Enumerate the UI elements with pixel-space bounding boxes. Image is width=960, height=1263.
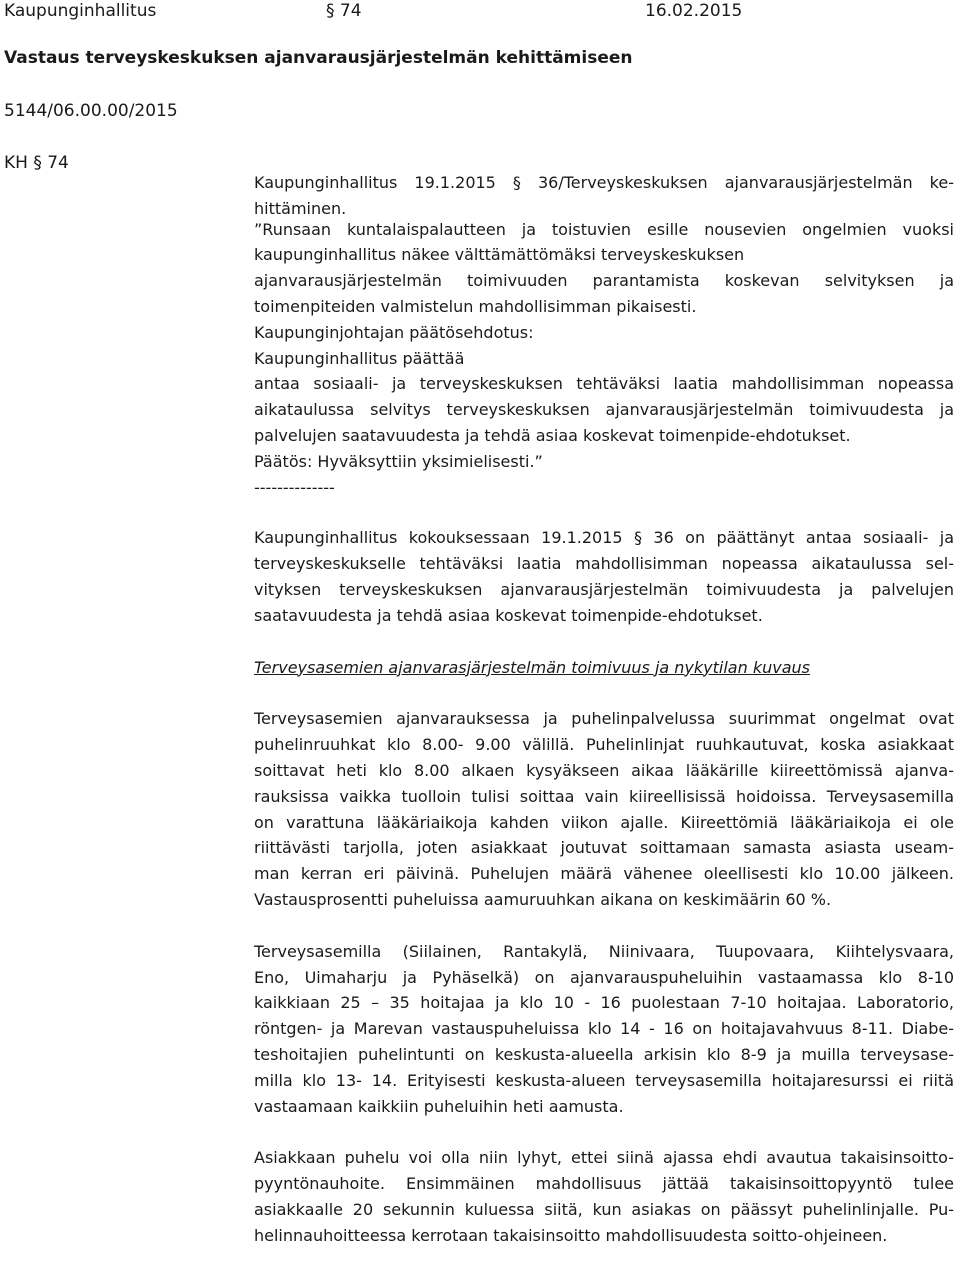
quote-paragraph — [254, 217, 954, 501]
text-line: puhelinruuhkat klo 8.00- 9.00 välillä. Puhelinlinjat ruuhkautuvat, koska asiakkaat — [254, 735, 954, 755]
text-line: teshoitajien puhelintunti on keskusta-alueella arkisin klo 8-9 ja muilla terveysase- — [254, 1044, 954, 1064]
proposal-subject: Kaupunginhallitus päättää — [254, 348, 465, 368]
text-line: vastaamaan kaikkiin puheluihin heti aamusta. — [254, 1096, 624, 1116]
text-line: ”Runsaan kuntalaispalautteen ja toistuvien esille nousevien ongelmien vuoksi — [254, 219, 954, 239]
text-line: antaa sosiaali- ja terveyskeskuksen tehtäväksi laatia mahdollisimman nopeassa — [254, 374, 954, 394]
header-date: 16.02.2015 — [645, 1, 743, 21]
header-section-number: § 74 — [326, 1, 362, 21]
text-line: rauksissa vaikka tuolloin tulisi soittaa vain kiireellisissä hoidoissa. Terveysasemilla — [254, 786, 954, 806]
text-line: aikataulussa selvitys terveyskeskuksen ajanvarausjärjestelmän toimivuudesta ja — [254, 400, 954, 420]
text-line: Asiakkaan puhelu voi olla niin lyhyt, ettei siinä ajassa ehdi avautua takaisinsoitto- — [254, 1148, 954, 1168]
paragraph-callback — [254, 1145, 954, 1248]
kh-section-label: KH § 74 — [4, 153, 69, 173]
text-line: Terveysasemilla (Siilainen, Rantakylä, Niinivaara, Tuupovaara, Kiihtelysvaara, — [254, 941, 954, 961]
text-line: on varattuna lääkäriaikoja kahden viikon ajalle. Kiireettömiä lääkäriaikoja ei ole — [254, 812, 954, 832]
text-line: milla klo 13- 14. Erityisesti keskusta-alueen terveysasemilla hoitajaresurssi ei riitä — [254, 1070, 954, 1090]
spacer — [254, 680, 954, 706]
spacer — [254, 913, 954, 939]
text-line: röntgen- ja Marevan vastauspuheluissa klo 14 - 16 on hoitajavahvuus 8-11. Diabe- — [254, 1019, 954, 1039]
text-line: Terveysasemien ajanvarauksessa ja puhelinpalvelussa suurimmat ongelmat ovat — [254, 709, 954, 729]
header-organization: Kaupunginhallitus — [4, 1, 157, 21]
text-line: Kaupunginhallitus kokouksessaan 19.1.2015 § 36 on päättänyt antaa sosiaali- ja — [254, 528, 954, 548]
text-line: kaikkiaan 25 – 35 hoitajaa ja klo 10 - 16 puolestaan 7-10 hoitajaa. Laboratorio, — [254, 993, 954, 1013]
text-line: saatavuudesta ja tehdä asiaa koskevat toimenpide-ehdotukset. — [254, 605, 763, 625]
text-line: ajanvarausjärjestelmän toimivuuden parantamista koskevan selvityksen ja — [254, 271, 954, 291]
text-line: soittavat heti klo 8.00 alkaen kysyäkseen aikaa lääkärille kiireettömissä ajanva- — [254, 760, 954, 780]
text-line: palvelujen saatavuudesta ja tehdä asiaa koskevat toimenpide-ehdotukset. — [254, 425, 851, 445]
spacer — [254, 1119, 954, 1145]
separator-line: -------------- — [254, 477, 335, 497]
text-line: kaupunginhallitus näkee välttämättömäksi terveyskeskuksen — [254, 245, 745, 265]
spacer — [254, 500, 954, 525]
meeting-paragraph — [254, 525, 954, 628]
paragraph-phone-congestion — [254, 706, 954, 912]
document-title: Vastaus terveyskeskuksen ajanvarausjärjestelmän kehittämiseen — [4, 48, 633, 68]
spacer — [254, 629, 954, 655]
reference-paragraph — [254, 170, 954, 222]
proposal-label: Kaupunginjohtajan päätösehdotus: — [254, 322, 534, 342]
text-line: toimenpiteiden valmistelun mahdollisimman pikaisesti. — [254, 296, 697, 316]
text-line: pyyntönauhoite. Ensimmäinen mahdollisuus jättää takaisinsoittopyyntö tulee — [254, 1174, 954, 1194]
decision-line: Päätös: Hyväksyttiin yksimielisesti.” — [254, 451, 543, 471]
section-heading: Terveysasemien ajanvarasjärjestelmän toimivuus ja nykytilan kuvaus — [254, 657, 810, 677]
text-line: Eno, Uimaharju ja Pyhäselkä) on ajanvarauspuheluihin vastaamassa klo 8-10 — [254, 967, 954, 987]
text-line: hittäminen. — [254, 198, 347, 218]
text-line: vityksen terveyskeskuksen ajanvarausjärjestelmän toimivuudesta ja palvelujen — [254, 579, 954, 599]
text-line: helinnauhoitteessa kerrotaan takaisinsoitto mahdollisuudesta soitto-ohjeineen. — [254, 1225, 888, 1245]
text-line: man kerran eri päivinä. Puhelujen määrä vähenee oleellisesti klo 10.00 jälkeen. — [254, 864, 954, 884]
text-line: riittävästi tarjolla, joten asiakkaat joutuvat soittamaan samasta asiasta useam- — [254, 838, 954, 858]
text-line: terveyskeskukselle tehtäväksi laatia mahdollisimman nopeassa aikataulussa sel- — [254, 554, 954, 574]
paragraph-health-stations — [254, 939, 954, 1120]
diary-number: 5144/06.00.00/2015 — [4, 101, 178, 121]
text-line: Vastausprosentti puheluissa aamuruuhkan aikana on keskimäärin 60 %. — [254, 889, 832, 909]
text-line: Kaupunginhallitus 19.1.2015 § 36/Terveyskeskuksen ajanvarausjärjestelmän ke- — [254, 173, 954, 192]
body-column — [254, 170, 954, 1248]
text-line: asiakkaalle 20 sekunnin kuluessa siitä, kun asiakas on päässyt puhelinlinjalle. Pu- — [254, 1199, 954, 1219]
